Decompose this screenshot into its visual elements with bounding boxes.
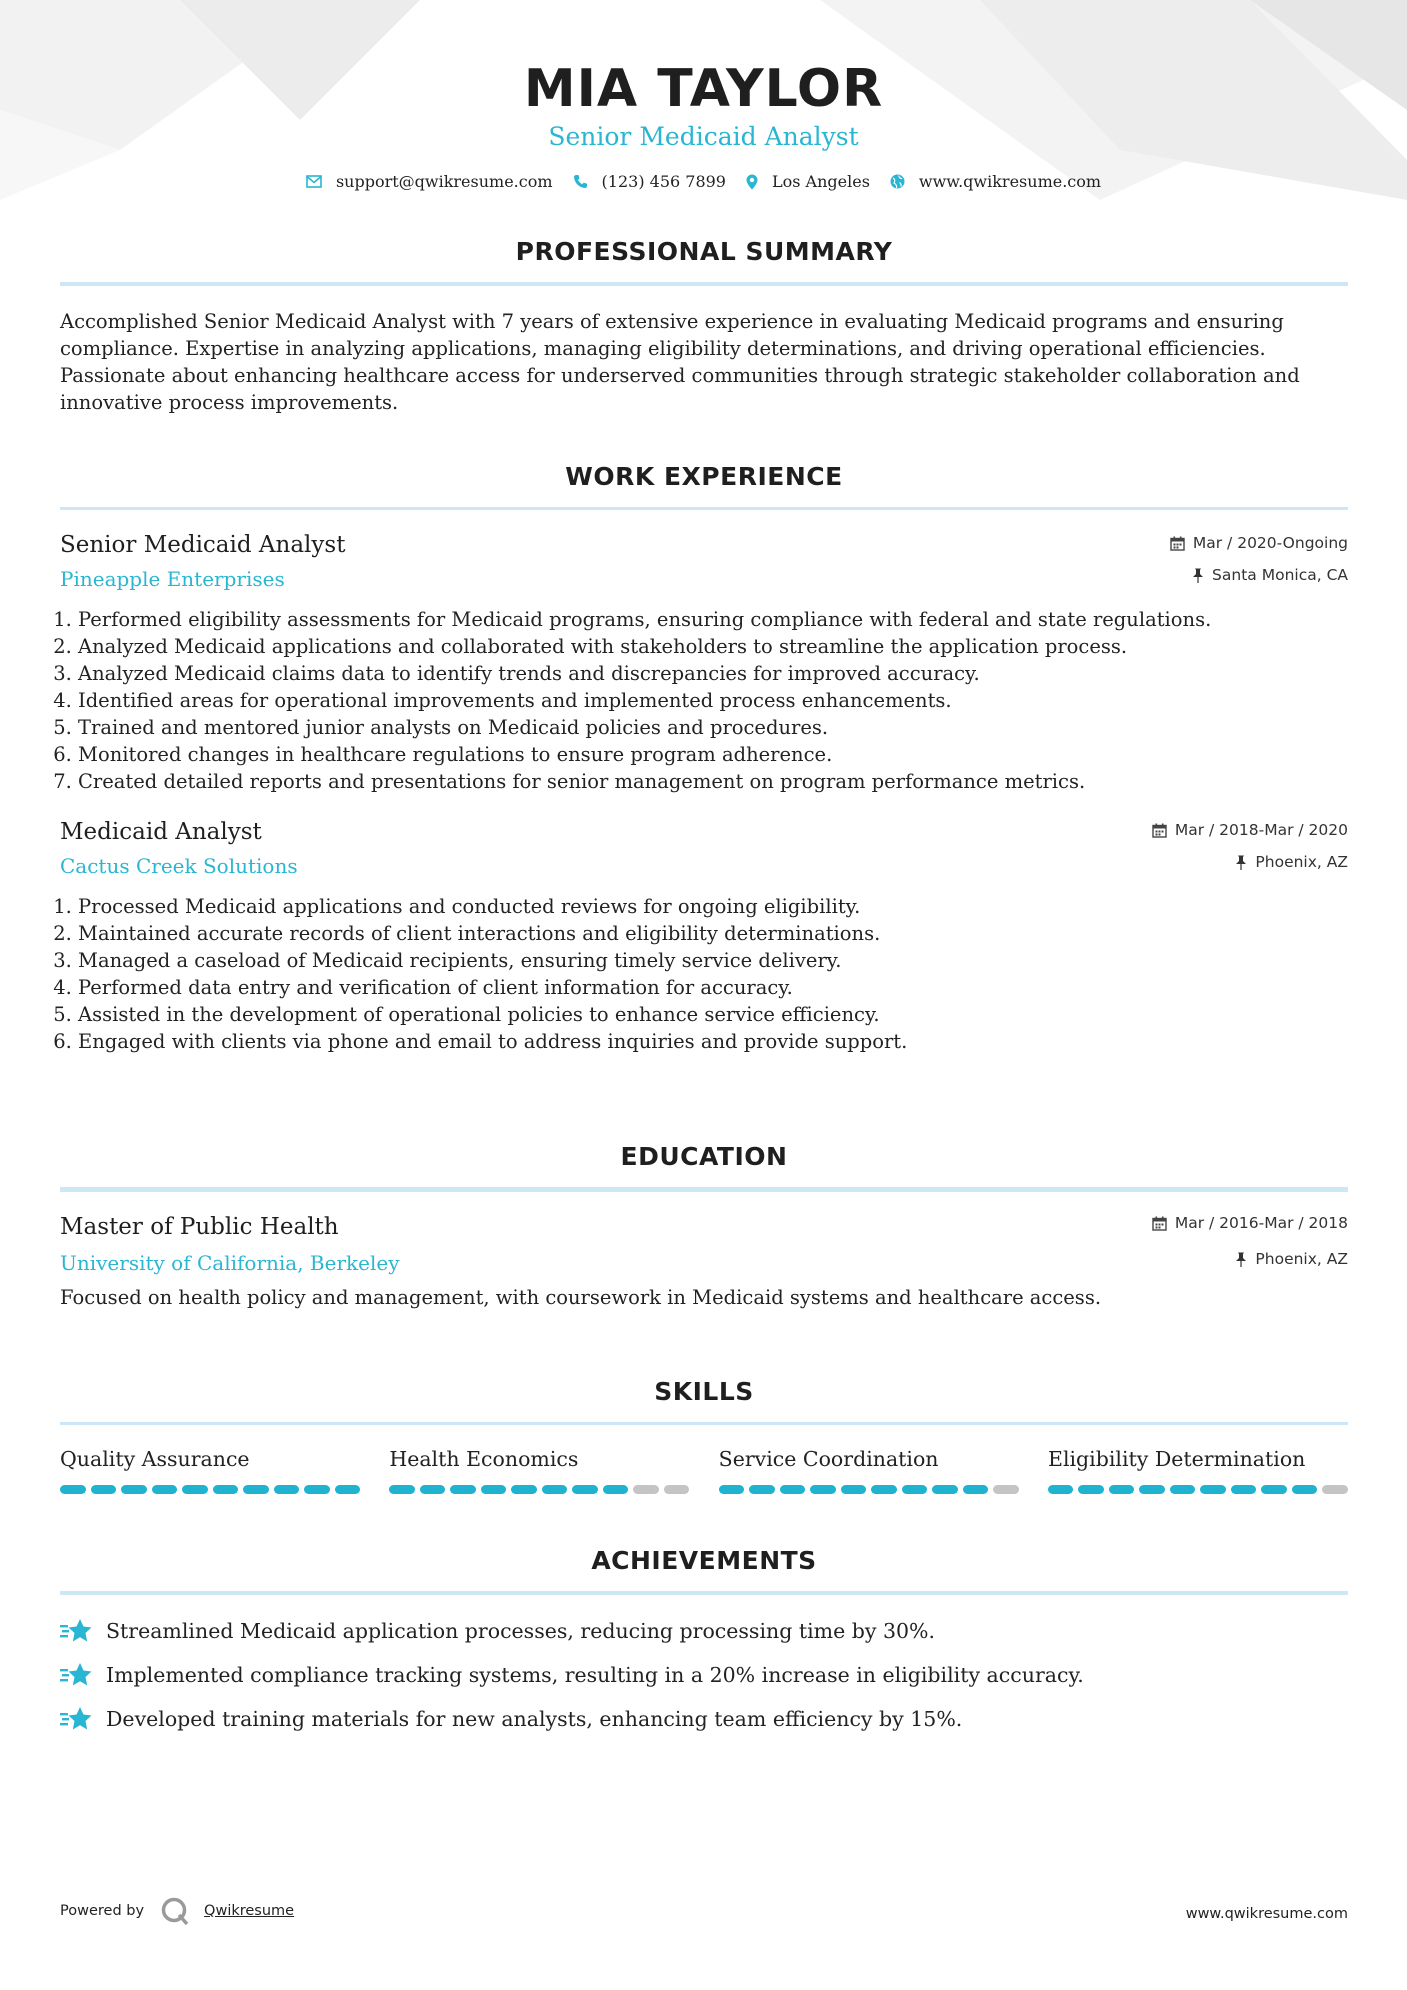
job-title: Senior Medicaid Analyst	[60, 532, 346, 558]
list-item: 2. Maintained accurate records of client interactions and eligibility determinations.	[78, 920, 1348, 947]
skill-segment-filled	[1231, 1485, 1257, 1494]
skill-name: Quality Assurance	[60, 1447, 250, 1471]
pushpin-icon	[1235, 855, 1247, 870]
skill-segment-filled	[871, 1485, 897, 1494]
section-divider	[60, 1187, 1348, 1192]
company-name: Cactus Creek Solutions	[60, 854, 298, 878]
list-item: 6. Monitored changes in healthcare regulations to ensure program adherence.	[78, 741, 1348, 768]
skill-level-bar	[60, 1485, 360, 1494]
skill-segment-empty	[633, 1485, 659, 1494]
calendar-icon	[1152, 823, 1167, 838]
star-badge-icon	[60, 1617, 94, 1645]
skill-segment-empty	[664, 1485, 690, 1494]
job-entry	[60, 817, 1348, 1055]
achievement-item	[60, 1617, 1348, 1645]
skill-segment-filled	[152, 1485, 178, 1494]
contact-website[interactable]	[890, 172, 1101, 191]
star-badge-icon	[60, 1661, 94, 1689]
skill-level-bar	[719, 1485, 1019, 1494]
skills-list	[60, 1445, 1348, 1494]
summary-text: Accomplished Senior Medicaid Analyst with 7 years of extensive experience in evaluating Medicaid programs and ensuring compliance. Expertise in analyzing applications, managing eligibility determinations, and driving operational efficiencies. Passionate about enhancing healthcare access for underserved communities through strategic stakeholder collaboration and innovative process improvements.	[60, 310, 1300, 414]
skill-name: Service Coordination	[718, 1447, 939, 1471]
job-dates-text: Mar / 2018-Mar / 2020	[1174, 821, 1348, 839]
list-item: 1. Processed Medicaid applications and conducted reviews for ongoing eligibility.	[78, 893, 1348, 920]
phone-text: (123) 456 7899	[601, 172, 726, 191]
achievement-text: Streamlined Medicaid application processes, reducing processing time by 30%.	[106, 1619, 936, 1643]
section-divider	[60, 1422, 1348, 1425]
job-location	[1192, 566, 1348, 584]
education-location	[1235, 1250, 1348, 1268]
education-dates-text: Mar / 2016-Mar / 2018	[1174, 1214, 1348, 1232]
skills-section	[60, 1376, 1348, 1494]
skill-segment-filled	[182, 1485, 208, 1494]
contact-email[interactable]	[306, 172, 553, 191]
skill-segment-filled	[902, 1485, 928, 1494]
list-item: 5. Trained and mentored junior analysts on Medicaid policies and procedures.	[78, 714, 1348, 741]
pushpin-icon	[1192, 568, 1204, 583]
skill-segment-filled	[1261, 1485, 1287, 1494]
skill-segment-filled	[603, 1485, 629, 1494]
skill-segment-filled	[963, 1485, 989, 1494]
list-item: 3. Analyzed Medicaid claims data to identify trends and discrepancies for improved accuracy.	[78, 660, 1348, 687]
list-item: 1. Performed eligibility assessments for Medicaid programs, ensuring compliance with federal and state regulations.	[78, 606, 1348, 633]
job-location	[1235, 853, 1348, 871]
achievement-text: Developed training materials for new analysts, enhancing team efficiency by 15%.	[106, 1707, 963, 1731]
achievements-heading: ACHIEVEMENTS	[591, 1546, 817, 1575]
skill-segment-filled	[121, 1485, 147, 1494]
skill-level-bar	[389, 1485, 689, 1494]
skill-segment-filled	[1109, 1485, 1135, 1494]
skills-heading: SKILLS	[654, 1377, 754, 1406]
skill-segment-filled	[749, 1485, 775, 1494]
education-dates	[1152, 1214, 1348, 1232]
star-badge-icon	[60, 1705, 94, 1733]
candidate-name: MIA TAYLOR	[523, 59, 884, 119]
contact-phone[interactable]	[573, 172, 726, 191]
achievement-item	[60, 1661, 1348, 1689]
job-location-text: Phoenix, AZ	[1255, 853, 1348, 871]
email-text: support@qwikresume.com	[335, 172, 553, 191]
skill-name: Eligibility Determination	[1047, 1447, 1306, 1471]
list-item: 6. Engaged with clients via phone and email to address inquiries and provide support.	[78, 1028, 1348, 1055]
powered-by	[60, 1896, 1348, 1926]
candidate-title: Senior Medicaid Analyst	[548, 122, 859, 151]
job-dates-text: Mar / 2020-Ongoing	[1192, 534, 1348, 552]
skill-segment-filled	[304, 1485, 330, 1494]
skill-segment-filled	[274, 1485, 300, 1494]
job-dates	[1170, 534, 1348, 552]
page-footer	[60, 1896, 1348, 1926]
education-section	[60, 1141, 1348, 1311]
skill-segment-filled	[1048, 1485, 1074, 1494]
contact-location	[746, 172, 870, 191]
skill-segment-filled	[450, 1485, 476, 1494]
calendar-icon	[1170, 536, 1185, 551]
achievements-section	[60, 1545, 1348, 1733]
location-text: Los Angeles	[771, 172, 870, 191]
powered-by-label: Powered by	[60, 1903, 145, 1919]
skill-segment-filled	[60, 1485, 86, 1494]
skill-segment-filled	[481, 1485, 507, 1494]
experience-section	[60, 461, 1348, 1055]
skill-segment-filled	[1292, 1485, 1318, 1494]
resume-header	[0, 0, 1407, 191]
list-item: 5. Assisted in the development of operational policies to enhance service efficiency.	[78, 1001, 1348, 1028]
skill-segment-filled	[389, 1485, 415, 1494]
skill-item	[1048, 1445, 1348, 1494]
skill-item	[389, 1445, 689, 1494]
skill-segment-empty	[993, 1485, 1019, 1494]
school-name: University of California, Berkeley	[60, 1251, 400, 1275]
phone-icon	[573, 174, 588, 189]
skill-segment-empty	[1322, 1485, 1348, 1494]
list-item: 4. Performed data entry and verification of client information for accuracy.	[78, 974, 1348, 1001]
section-divider	[60, 1591, 1348, 1595]
skill-segment-filled	[213, 1485, 239, 1494]
skill-segment-filled	[420, 1485, 446, 1494]
skill-segment-filled	[780, 1485, 806, 1494]
skill-segment-filled	[243, 1485, 269, 1494]
degree-title: Master of Public Health	[60, 1214, 339, 1240]
skill-segment-filled	[91, 1485, 117, 1494]
calendar-icon	[1152, 1216, 1167, 1231]
education-entry	[60, 1212, 1348, 1311]
job-bullets	[60, 606, 1348, 795]
qwikresume-logo-icon	[160, 1896, 190, 1926]
skill-segment-filled	[841, 1485, 867, 1494]
achievement-item	[60, 1705, 1348, 1733]
skill-segment-filled	[572, 1485, 598, 1494]
skill-segment-filled	[1200, 1485, 1226, 1494]
job-dates	[1152, 821, 1348, 839]
achievement-text: Implemented compliance tracking systems, resulting in a 20% increase in eligibility accuracy.	[106, 1663, 1084, 1687]
skill-segment-filled	[810, 1485, 836, 1494]
skill-name: Health Economics	[389, 1447, 579, 1471]
pushpin-icon	[1235, 1252, 1247, 1267]
summary-heading: PROFESSIONAL SUMMARY	[515, 237, 893, 266]
summary-section	[60, 236, 1348, 416]
skill-item	[719, 1445, 1019, 1494]
skill-segment-filled	[335, 1485, 361, 1494]
company-name: Pineapple Enterprises	[60, 567, 285, 591]
education-heading: EDUCATION	[620, 1142, 788, 1171]
website-text: www.qwikresume.com	[918, 172, 1102, 191]
list-item: 4. Identified areas for operational improvements and implemented process enhancements.	[78, 687, 1348, 714]
skill-segment-filled	[511, 1485, 537, 1494]
map-pin-icon	[746, 174, 758, 190]
skill-segment-filled	[932, 1485, 958, 1494]
skill-segment-filled	[1170, 1485, 1196, 1494]
skill-item	[60, 1445, 360, 1494]
job-entry	[60, 530, 1348, 795]
job-location-text: Santa Monica, CA	[1212, 566, 1348, 584]
list-item: 7. Created detailed reports and presentations for senior management on program performance metrics.	[78, 768, 1348, 795]
skill-segment-filled	[542, 1485, 568, 1494]
skill-segment-filled	[1139, 1485, 1165, 1494]
job-bullets	[60, 893, 1348, 1055]
skill-level-bar	[1048, 1485, 1348, 1494]
globe-icon	[890, 174, 905, 189]
education-description: Focused on health policy and management, with coursework in Medicaid systems and healthcare access.	[60, 1286, 1102, 1309]
job-title: Medicaid Analyst	[60, 819, 262, 845]
skill-segment-filled	[719, 1485, 745, 1494]
experience-heading: WORK EXPERIENCE	[565, 462, 843, 491]
section-divider	[60, 507, 1348, 510]
brand-link[interactable]: Qwikresume	[204, 1903, 295, 1919]
envelope-icon	[306, 175, 322, 188]
list-item: 2. Analyzed Medicaid applications and collaborated with stakeholders to streamline the application process.	[78, 633, 1348, 660]
section-divider	[60, 282, 1348, 286]
education-location-text: Phoenix, AZ	[1255, 1250, 1348, 1268]
footer-url[interactable]: www.qwikresume.com	[1185, 1906, 1348, 1922]
list-item: 3. Managed a caseload of Medicaid recipients, ensuring timely service delivery.	[78, 947, 1348, 974]
contact-bar	[0, 172, 1407, 191]
skill-segment-filled	[1078, 1485, 1104, 1494]
